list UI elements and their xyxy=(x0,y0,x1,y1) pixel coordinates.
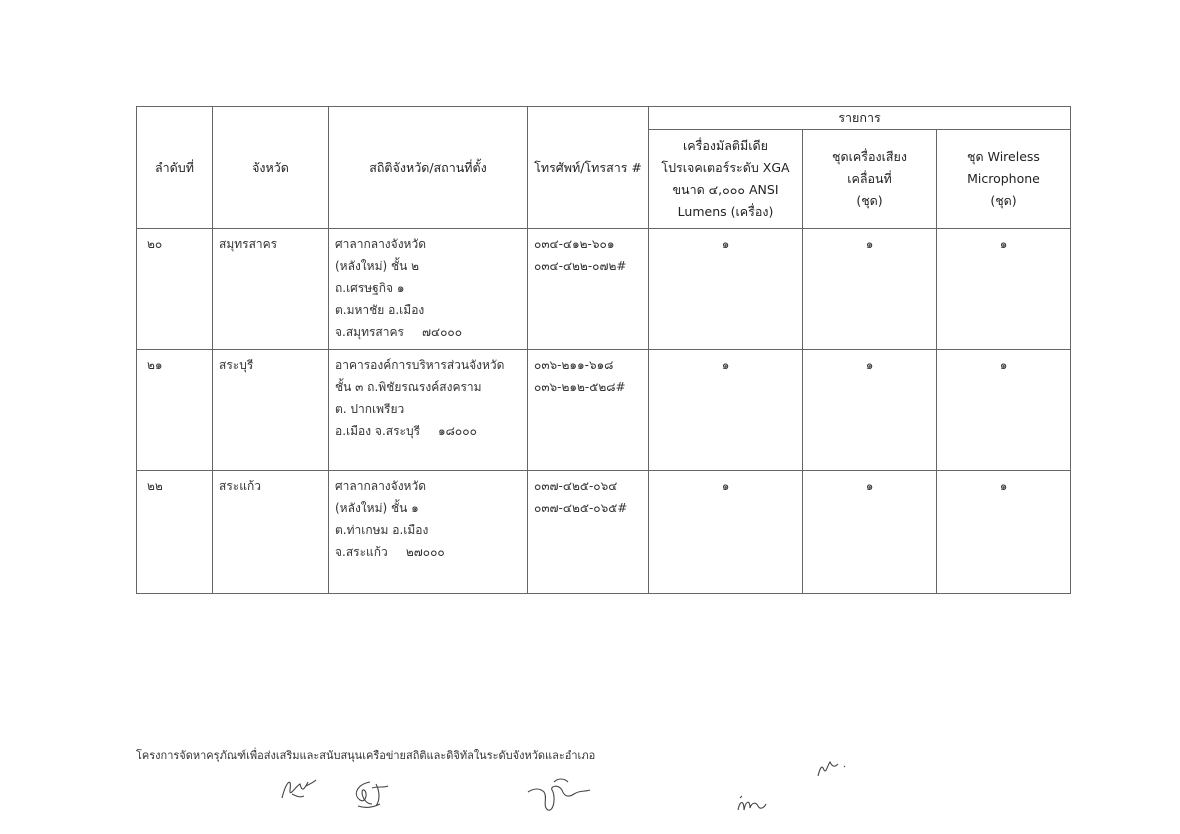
phone-line: ๐๓๔-๔๑๒-๖๐๑ xyxy=(534,237,615,251)
signature-3 xyxy=(524,776,594,816)
row-phones xyxy=(528,350,649,471)
row-seq: ๒๐ xyxy=(137,229,213,350)
address-line: จ.สมุทรสาคร ๗๔๐๐๐ xyxy=(335,325,463,339)
fax-line: ๐๓๖-๒๑๒-๕๒๘# xyxy=(534,380,626,394)
header-mic xyxy=(937,130,1071,229)
row-projector-qty: ๑ xyxy=(649,350,803,471)
equipment-table xyxy=(136,106,1071,594)
row-projector-qty: ๑ xyxy=(649,229,803,350)
address-line: ชั้น ๓ ถ.พิชัยรณรงค์สงคราม xyxy=(335,380,482,394)
row-mic-qty: ๑ xyxy=(937,471,1071,594)
header-phone: โทรศัพท์/โทรสาร # xyxy=(528,107,649,229)
row-province: สมุทรสาคร xyxy=(213,229,329,350)
row-province: สระแก้ว xyxy=(213,471,329,594)
row-seq: ๒๑ xyxy=(137,350,213,471)
postcode: ๗๔๐๐๐ xyxy=(421,325,463,339)
header-mic-line: ชุด Wireless xyxy=(967,149,1040,164)
address-line: ถ.เศรษฐกิจ ๑ xyxy=(335,281,405,295)
row-mic-qty: ๑ xyxy=(937,229,1071,350)
header-province: จังหวัด xyxy=(213,107,329,229)
row-province: สระบุรี xyxy=(213,350,329,471)
row-phones xyxy=(528,229,649,350)
header-office: สถิติจังหวัด/สถานที่ตั้ง xyxy=(329,107,528,229)
address-line: (หลังใหม่) ชั้น ๑ xyxy=(335,501,419,515)
header-seq: ลำดับที่ xyxy=(137,107,213,229)
row-projector-qty: ๑ xyxy=(649,471,803,594)
phone-line: ๐๓๗-๔๒๕-๐๖๔ xyxy=(534,479,618,493)
row-sound-qty: ๑ xyxy=(803,350,937,471)
header-sound-line: ชุดเครื่องเสียง xyxy=(832,149,907,164)
postcode: ๒๗๐๐๐ xyxy=(405,545,445,559)
row-sound-qty: ๑ xyxy=(803,229,937,350)
postcode: ๑๘๐๐๐ xyxy=(438,424,477,438)
header-projector-line: ขนาด ๔,๐๐๐ ANSI xyxy=(672,182,779,197)
address-line: อาคารองค์การบริหารส่วนจังหวัด xyxy=(335,358,505,372)
row-sound-qty: ๑ xyxy=(803,471,937,594)
header-sound-line: (ชุด) xyxy=(856,193,883,208)
address-line: (หลังใหม่) ชั้น ๒ xyxy=(335,259,420,273)
project-title-footer: โครงการจัดหาครุภัณฑ์เพื่อส่งเสริมและสนับสนุนเครือข่ายสถิติและดิจิทัลในระดับจังหวัดและอำเภอ xyxy=(136,749,596,762)
fax-line: ๐๓๔-๔๒๒-๐๗๒# xyxy=(534,259,627,273)
address-line: ต. ปากเพรียว xyxy=(335,402,405,416)
row-address xyxy=(329,471,528,594)
row-mic-qty: ๑ xyxy=(937,350,1071,471)
header-items-group: รายการ xyxy=(649,107,1071,130)
signature-1 xyxy=(278,772,318,804)
header-mic-line: Microphone xyxy=(967,171,1040,186)
address-line: ต.มหาชัย อ.เมือง xyxy=(335,303,425,317)
header-projector-line: เครื่องมัลติมีเดีย xyxy=(683,138,768,153)
address-line: ต.ท่าเกษม อ.เมือง xyxy=(335,523,429,537)
header-projector-line: โปรเจคเตอร์ระดับ XGA xyxy=(661,160,790,175)
header-projector xyxy=(649,130,803,229)
address-line: ศาลากลางจังหวัด xyxy=(335,479,426,493)
header-projector-line: Lumens (เครื่อง) xyxy=(677,204,774,219)
row-phones xyxy=(528,471,649,594)
signature-5 xyxy=(814,756,850,780)
header-sound-line: เคลื่อนที่ xyxy=(847,171,892,186)
address-line: จ.สระแก้ว ๒๗๐๐๐ xyxy=(335,545,445,559)
table-row xyxy=(137,471,1071,594)
header-sound xyxy=(803,130,937,229)
row-address xyxy=(329,229,528,350)
phone-line: ๐๓๖-๒๑๑-๖๑๘ xyxy=(534,358,614,372)
table-row xyxy=(137,229,1071,350)
signature-4 xyxy=(734,792,768,816)
row-seq: ๒๒ xyxy=(137,471,213,594)
row-address xyxy=(329,350,528,471)
address-line: อ.เมือง จ.สระบุรี ๑๘๐๐๐ xyxy=(335,424,477,438)
header-mic-line: (ชุด) xyxy=(990,193,1017,208)
table-row xyxy=(137,350,1071,471)
fax-line: ๐๓๗-๔๒๕-๐๖๕# xyxy=(534,501,628,515)
address-line: ศาลากลางจังหวัด xyxy=(335,237,426,251)
signature-2 xyxy=(346,778,392,812)
